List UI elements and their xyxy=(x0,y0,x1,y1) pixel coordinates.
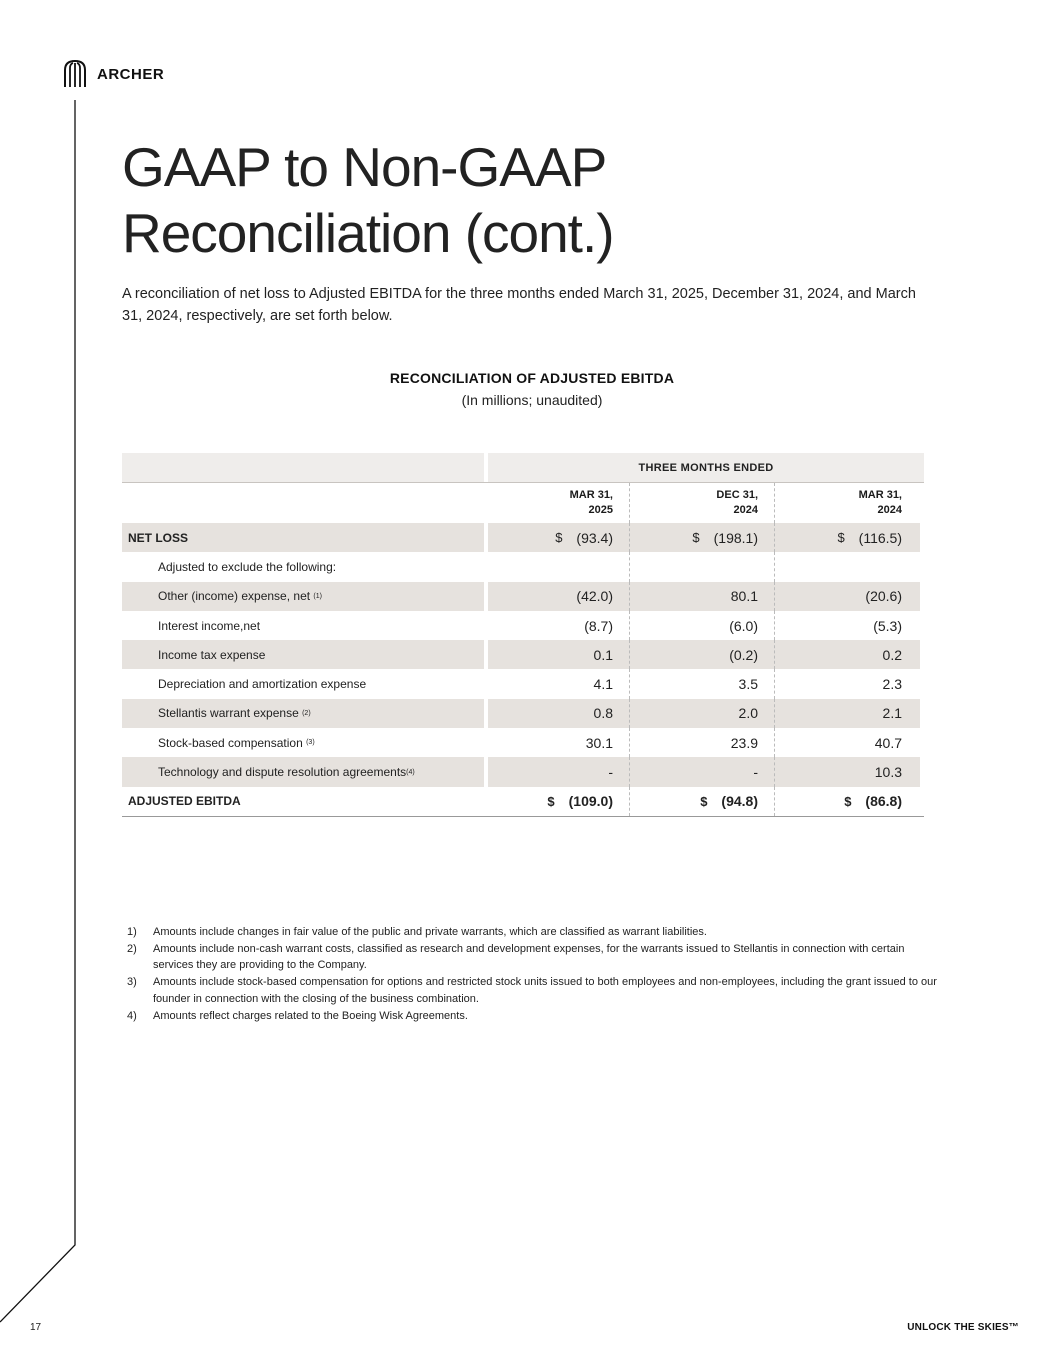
cell-value: 0.2 xyxy=(775,640,920,669)
cell-value: 10.3 xyxy=(775,757,920,786)
cell xyxy=(775,787,920,816)
footnote-item xyxy=(127,924,942,941)
cell-value: 2.3 xyxy=(882,676,902,693)
reconciliation-table xyxy=(122,453,924,817)
cell xyxy=(488,523,630,552)
column-header-line2: 2025 xyxy=(588,504,613,516)
footnote-number: 3) xyxy=(127,976,137,989)
cell-value: 40.7 xyxy=(874,734,902,751)
cell-value: 0.1 xyxy=(488,640,630,669)
column-header-line1: MAR 31, xyxy=(569,489,613,501)
row-label: Adjusted to exclude the following: xyxy=(158,559,337,574)
column-header xyxy=(488,483,630,523)
cell xyxy=(775,523,920,552)
currency-symbol: $ xyxy=(547,793,555,809)
table-row-adjusted-ebitda xyxy=(122,787,924,816)
table-row xyxy=(122,552,924,581)
row-label: Income tax expense xyxy=(122,640,484,669)
column-header-line1: DEC 31, xyxy=(716,489,758,501)
cell-value: 80.1 xyxy=(630,582,775,611)
cell xyxy=(775,552,920,581)
page-title-line2: Reconciliation (cont.) xyxy=(122,202,614,264)
footnote-ref: (3) xyxy=(306,739,315,747)
column-header-line1: MAR 31, xyxy=(858,489,902,501)
page-title-line1: GAAP to Non-GAAP xyxy=(122,136,607,198)
table-row-net-loss xyxy=(122,523,924,552)
currency-symbol: $ xyxy=(837,530,845,546)
footnote-ref: (4) xyxy=(406,768,415,776)
cell-value: (116.5) xyxy=(858,529,902,546)
cell-value: (6.0) xyxy=(630,611,775,640)
column-header xyxy=(630,483,775,523)
row-label: ADJUSTED EBITDA xyxy=(128,794,241,809)
table-subtitle: (In millions; unaudited) xyxy=(461,392,603,408)
footnote-item xyxy=(127,941,942,974)
footnote-text: Amounts include non-cash warrant costs, classified as research and development expenses, for the warrants issued to Stellantis in connection with certain services they are providing to the Company. xyxy=(153,942,905,972)
cell-value: 2.1 xyxy=(775,699,920,728)
footnote-ref: (1) xyxy=(313,592,322,600)
cell-value: 3.5 xyxy=(630,669,775,698)
footnote-text: Amounts reflect charges related to the Boeing Wisk Agreements. xyxy=(153,1009,468,1022)
footnotes xyxy=(127,924,942,1024)
page-number: 17 xyxy=(30,1322,42,1333)
cell-value: (86.8) xyxy=(865,793,902,810)
cell xyxy=(630,552,775,581)
table-row xyxy=(122,611,924,640)
row-label: NET LOSS xyxy=(122,523,484,552)
cell-value: (93.4) xyxy=(576,529,613,546)
table-heading xyxy=(122,370,942,408)
footnote-item xyxy=(127,974,942,1007)
column-header xyxy=(775,483,920,523)
page-title xyxy=(122,134,614,266)
row-label xyxy=(122,699,484,728)
cell-value: 0.8 xyxy=(488,699,630,728)
currency-symbol: $ xyxy=(844,793,852,809)
brand-logo xyxy=(63,60,164,88)
row-label-text: Other (income) expense, net xyxy=(158,589,311,604)
table-row xyxy=(122,757,924,786)
decorative-side-line xyxy=(0,0,90,1365)
cell-value: - xyxy=(630,757,775,786)
row-label xyxy=(122,757,484,786)
cell-value: 30.1 xyxy=(488,728,630,757)
cell-value: (0.2) xyxy=(630,640,775,669)
cell-value: 2.0 xyxy=(630,699,775,728)
cell-value: (8.7) xyxy=(488,611,630,640)
table-row xyxy=(122,669,924,698)
table-row xyxy=(122,640,924,669)
footnote-number: 4) xyxy=(127,1009,137,1022)
row-label-text: Technology and dispute resolution agreements xyxy=(158,765,407,780)
intro-paragraph: A reconciliation of net loss to Adjusted EBITDA for the three months ended March 31, 2025, December 31, 2024, and March 31, 2024, respectively, are set forth below. xyxy=(122,286,916,324)
header-label-cell xyxy=(122,483,484,523)
cell-value: (5.3) xyxy=(873,617,902,634)
row-label-text: Stellantis warrant expense xyxy=(158,706,299,721)
cell xyxy=(630,787,775,816)
cell-value: (109.0) xyxy=(568,793,613,810)
archer-logo-icon xyxy=(63,60,87,88)
table-bottom-rule xyxy=(122,816,924,817)
table-group-header-row xyxy=(122,453,924,482)
footnote-number: 2) xyxy=(127,942,137,955)
footnote-text: Amounts include changes in fair value of the public and private warrants, which are classified as warrant liabilities. xyxy=(153,926,707,938)
cell-value: 4.1 xyxy=(488,669,630,698)
row-label: Depreciation and amortization expense xyxy=(158,677,367,692)
footnote-ref: (2) xyxy=(302,709,311,717)
table-row xyxy=(122,699,924,728)
footnote-item xyxy=(127,1008,942,1025)
row-label xyxy=(122,728,484,757)
cell-value: (94.8) xyxy=(721,793,758,810)
cell-value: - xyxy=(488,757,630,786)
table-column-header-row xyxy=(122,483,924,523)
footnote-text: Amounts include stock-based compensation for options and restricted stock units issued to both employees and non-employees, including the grant issued to our founder in connection with the closing of the business combination. xyxy=(153,976,937,1005)
footnote-number: 1) xyxy=(127,926,137,938)
table-row xyxy=(122,728,924,757)
brand-name: ARCHER xyxy=(97,65,165,83)
cell-value: (42.0) xyxy=(488,582,630,611)
footer-tagline: UNLOCK THE SKIES™ xyxy=(907,1322,1019,1333)
cell-value: (198.1) xyxy=(713,529,758,546)
header-blank-cell xyxy=(122,453,484,482)
table-title: RECONCILIATION OF ADJUSTED EBITDA xyxy=(389,370,675,386)
cell xyxy=(630,523,775,552)
column-header-line2: 2024 xyxy=(877,504,902,516)
table-row xyxy=(122,582,924,611)
row-label xyxy=(122,582,484,611)
cell xyxy=(488,552,630,581)
group-header: THREE MONTHS ENDED xyxy=(488,453,924,482)
currency-symbol: $ xyxy=(555,530,563,546)
cell xyxy=(488,787,630,816)
column-header-line2: 2024 xyxy=(733,504,758,516)
cell-value: 23.9 xyxy=(630,728,775,757)
row-label: Interest income,net xyxy=(158,618,261,633)
currency-symbol: $ xyxy=(700,793,708,809)
currency-symbol: $ xyxy=(692,530,700,546)
row-label-text: Stock-based compensation xyxy=(158,735,303,750)
cell-value: (20.6) xyxy=(775,582,920,611)
